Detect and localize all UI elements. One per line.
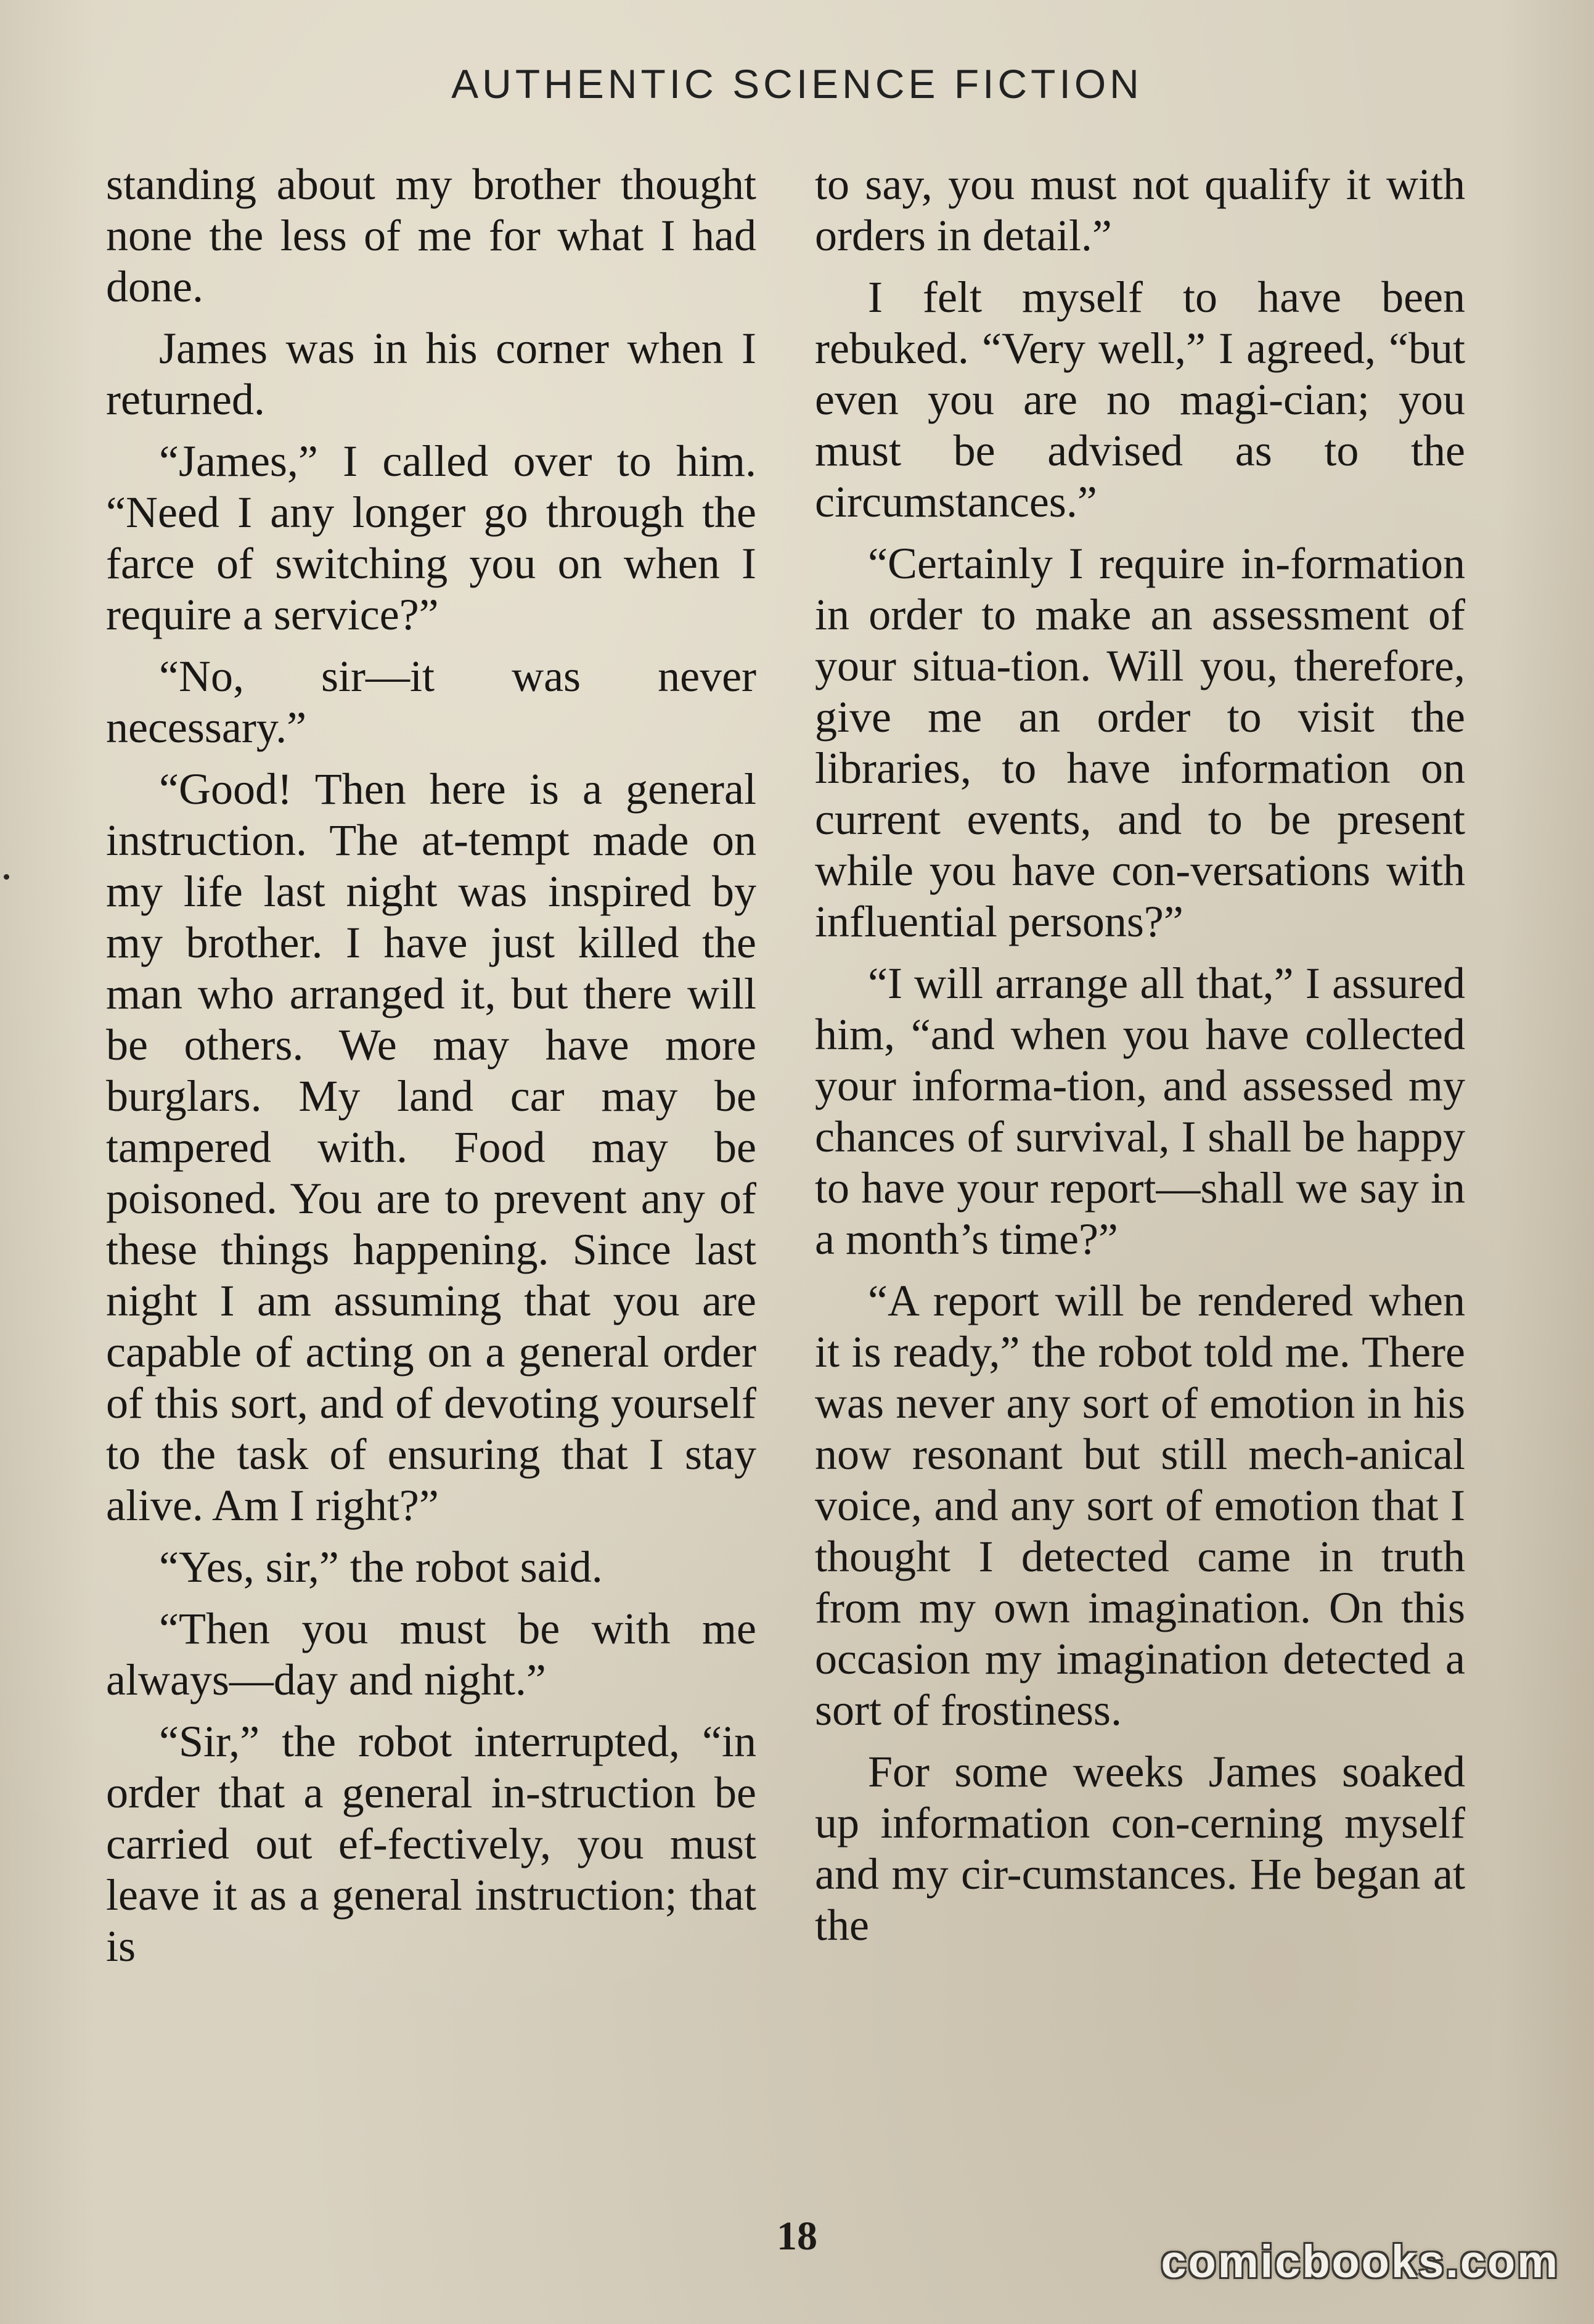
paragraph: to say, you must not qualify it with orders in detail.” [815, 160, 1465, 260]
paragraph: standing about my brother thought none the less of me for what I had done. [106, 160, 756, 311]
text-column-right [815, 159, 1465, 1962]
paragraph: “I will arrange all that,” I assured him, “and when you have collected your informa-tion, and assessed my chances of survival, I shall be happy to have your report—shall we say in a month’s time?” [815, 959, 1465, 1264]
paragraph: I felt myself to have been rebuked. “Very well,” I agreed, “but even you are no magi-cian; you must be advised as to the circumstances.” [815, 272, 1465, 526]
paragraph: “Yes, sir,” the robot said. [159, 1542, 603, 1592]
paper-speck [4, 874, 9, 880]
paragraph: “A report will be rendered when it is ready,” the robot told me. There was never any sort of emotion in his now resonant but still mech-anical voice, and any sort of emotion that I thought I detected came in truth from my own imagination. On this occasion my imagination detected a sort of frostiness. [815, 1276, 1465, 1735]
paragraph: For some weeks James soaked up information con-cerning myself and my cir-cumstances. He began at the [815, 1747, 1465, 1950]
watermark: comicbooks.com [1161, 2236, 1559, 2287]
paragraph: “Then you must be with me always—day and night.” [106, 1604, 756, 1704]
paragraph: “No, sir—it was never necessary.” [106, 652, 756, 752]
paragraph: James was in his corner when I returned. [106, 324, 756, 424]
paragraph: “Sir,” the robot interrupted, “in order that a general in-struction be carried out ef-fectively, you must leave it as a general instruction; that is [106, 1717, 756, 1971]
text-column-left [106, 159, 756, 1982]
page-number: 18 [777, 2214, 817, 2259]
paragraph: “Certainly I require in-formation in order to make an assessment of your situa-tion. Will you, therefore, give me an order to visit the libraries, to have information on current events, and to be present while you have con-versations with influential persons?” [815, 539, 1465, 946]
paragraph: “James,” I called over to him. “Need I any longer go through the farce of switching you on when I require a service?” [106, 436, 756, 639]
paragraph: “Good! Then here is a general instruction. The at-tempt made on my life last night was inspired by my brother. I have just killed the man who arranged it, but there will be others. We may have more burglars. My land car may be tampered with. Food may be poisoned. You are to prevent any of these things happening. Since last night I am assuming that you are capable of acting on a general order of this sort, and of devoting yourself to the task of ensuring that I stay alive. Am I right?” [106, 764, 756, 1530]
running-title: AUTHENTIC SCIENCE FICTION [451, 61, 1143, 107]
